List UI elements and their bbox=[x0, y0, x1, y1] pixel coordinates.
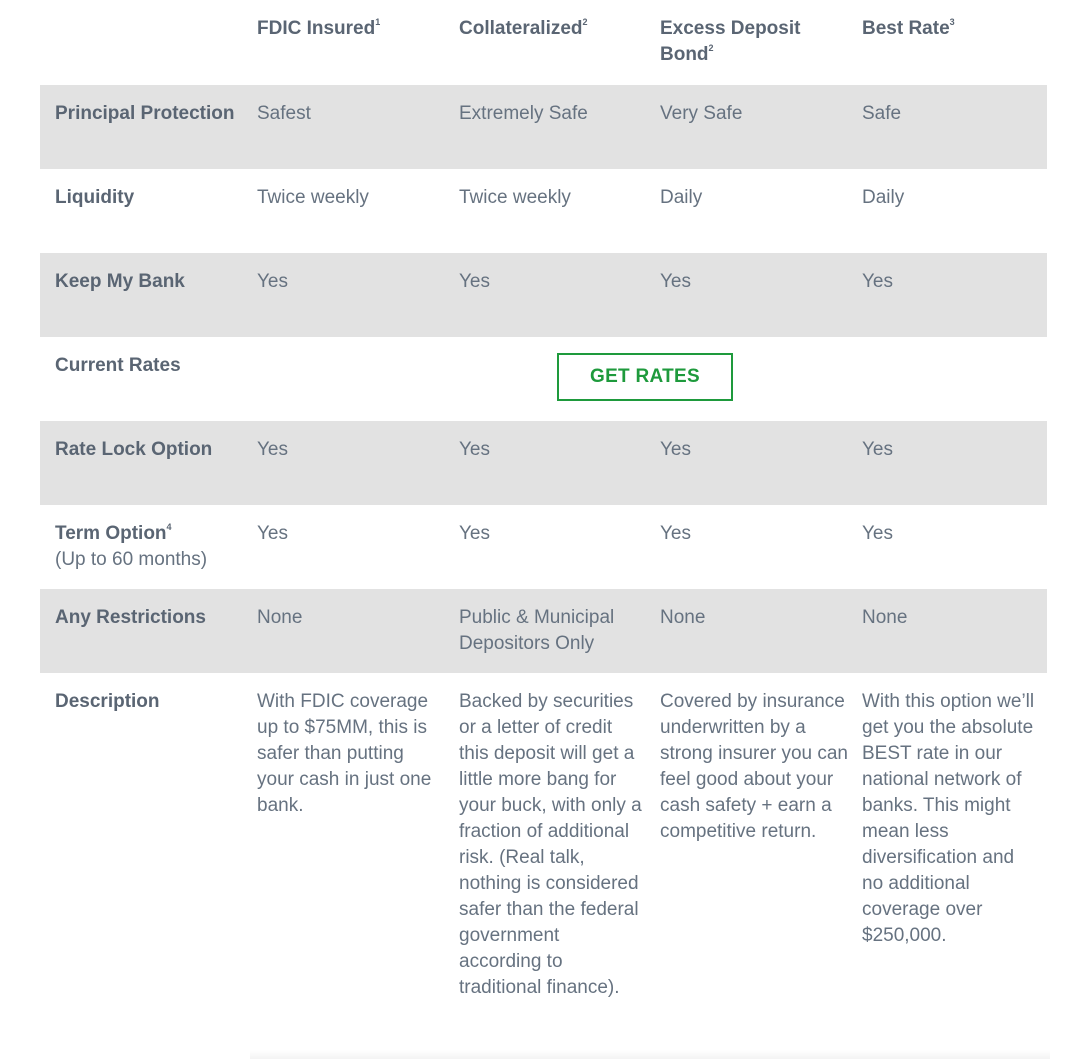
table-cell: Covered by insurance underwritten by a strong insurer you can feel good about your cash safety + earn a competitive return. bbox=[660, 691, 848, 842]
row-label: Description bbox=[55, 691, 160, 712]
table-cell: None bbox=[257, 607, 303, 628]
row-label: Term Option bbox=[55, 523, 167, 544]
table-cell: Daily bbox=[862, 187, 905, 208]
row-label: Any Restrictions bbox=[55, 607, 206, 628]
table-cell: Public & Municipal Depositors Only bbox=[459, 607, 615, 654]
table-row-keep-my-bank bbox=[40, 253, 1047, 337]
column-header-excess-deposit-bond bbox=[660, 0, 862, 85]
row-label: Principal Protection bbox=[55, 103, 235, 124]
column-header-label: FDIC Insured bbox=[257, 18, 376, 39]
footnote-marker: 1 bbox=[375, 16, 381, 27]
table-cell: Yes bbox=[862, 271, 893, 292]
row-label: Rate Lock Option bbox=[55, 439, 213, 460]
table-row-liquidity bbox=[40, 169, 1047, 253]
table-cell: Yes bbox=[459, 523, 490, 544]
table-cell: Yes bbox=[257, 439, 288, 460]
row-label: Liquidity bbox=[55, 187, 135, 208]
column-header-collateralized bbox=[459, 0, 660, 85]
table-header-row bbox=[40, 0, 1047, 85]
comparison-table bbox=[40, 0, 1047, 1060]
get-rates-button[interactable]: GET RATES bbox=[557, 353, 733, 401]
table-cell: Yes bbox=[660, 271, 691, 292]
table-cell: None bbox=[660, 607, 706, 628]
footnote-marker: 3 bbox=[949, 16, 955, 27]
table-cell: Yes bbox=[660, 439, 691, 460]
table-cell: Yes bbox=[862, 439, 893, 460]
table-cell: Yes bbox=[862, 523, 893, 544]
current-rates-cell bbox=[257, 337, 1047, 421]
footnote-marker: 2 bbox=[582, 16, 588, 27]
table-cell: Yes bbox=[257, 271, 288, 292]
table-cell: Safe bbox=[862, 103, 902, 124]
table-cell: Extremely Safe bbox=[459, 103, 588, 124]
table-cell: Backed by securities or a letter of credit this deposit will get a little more bang for your buck, with only a fraction of additional risk. (Real talk, nothing is considered safer than the federal government according to traditional finance). bbox=[459, 691, 642, 998]
row-label-term-option bbox=[40, 505, 257, 589]
table-cell: With FDIC coverage up to $75MM, this is safer than putting your cash in just one bank. bbox=[257, 691, 432, 816]
table-row-current-rates bbox=[40, 337, 1047, 421]
row-label: Keep My Bank bbox=[55, 271, 185, 292]
table-row-term-option bbox=[40, 505, 1047, 589]
table-row-description bbox=[40, 673, 1047, 1060]
bottom-fade bbox=[250, 1050, 1050, 1059]
table-cell: Daily bbox=[660, 187, 703, 208]
row-sub-label: (Up to 60 months) bbox=[55, 549, 208, 570]
table-cell: Yes bbox=[459, 271, 490, 292]
table-row-principal-protection bbox=[40, 85, 1047, 169]
table-cell: Yes bbox=[660, 523, 691, 544]
column-header-fdic-insured bbox=[257, 0, 459, 85]
header-empty-cell bbox=[40, 0, 257, 85]
column-header-label: Best Rate bbox=[862, 18, 950, 39]
footnote-marker: 2 bbox=[708, 42, 714, 53]
table-cell: Yes bbox=[257, 523, 288, 544]
table-row-rate-lock-option bbox=[40, 421, 1047, 505]
row-label: Current Rates bbox=[55, 355, 181, 376]
table-cell: Safest bbox=[257, 103, 311, 124]
table-cell: With this option we’ll get you the absolute BEST rate in our national network of banks. This might mean less diversification and no additional coverage over $250,000. bbox=[862, 691, 1035, 946]
footnote-marker: 4 bbox=[166, 521, 172, 532]
column-header-label: Collateralized bbox=[459, 18, 583, 39]
table-cell: Twice weekly bbox=[257, 187, 369, 208]
table-cell: Yes bbox=[459, 439, 490, 460]
column-header-label: Excess Deposit Bond bbox=[660, 18, 801, 65]
table-row-any-restrictions bbox=[40, 589, 1047, 673]
column-header-best-rate bbox=[862, 0, 1047, 85]
table-cell: Twice weekly bbox=[459, 187, 571, 208]
table-cell: None bbox=[862, 607, 908, 628]
table-cell: Very Safe bbox=[660, 103, 743, 124]
